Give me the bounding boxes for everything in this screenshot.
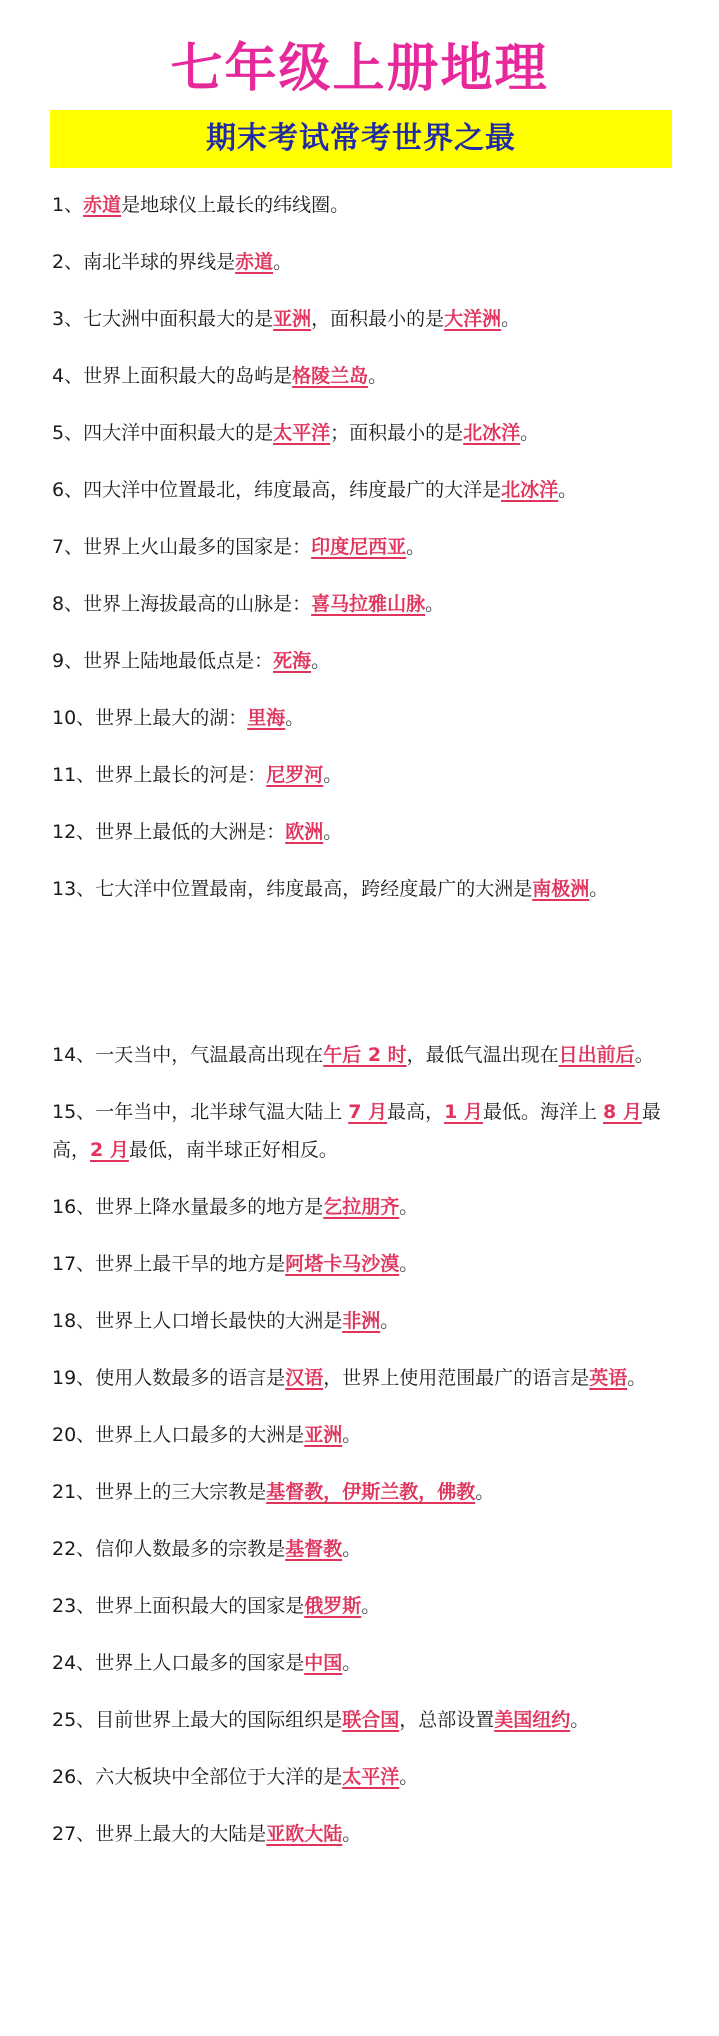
list-item (52, 1587, 677, 1625)
answer-highlight: 死海 (273, 650, 312, 672)
item-text: 世界上最长的河是： (95, 764, 267, 786)
item-text: 最高， (52, 1101, 661, 1161)
item-text: 世界上人口增长最快的大洲是 (95, 1310, 343, 1332)
item-text: 。 (368, 365, 388, 387)
list-item (52, 1416, 677, 1454)
item-text: 世界上最干旱的地方是 (95, 1253, 286, 1275)
item-text: 世界上最大的大陆是 (95, 1823, 267, 1845)
item-text: 世界上最低的大洲是： (95, 821, 286, 843)
item-text: 目前世界上最大的国际组织是 (95, 1709, 343, 1731)
item-text: 。 (425, 593, 445, 615)
answer-highlight: 基督教 (285, 1538, 343, 1560)
answer-highlight: 太平洋 (342, 1766, 400, 1788)
item-number: 9、 (52, 650, 84, 672)
answer-highlight: 联合国 (342, 1709, 400, 1731)
item-text: ，世界上使用范围最广的语言是 (323, 1367, 590, 1389)
item-text: 最高， (387, 1101, 445, 1123)
answer-highlight: 7 月 (348, 1101, 388, 1123)
answer-highlight: 赤道 (83, 194, 122, 216)
item-text: 四大洋中面积最大的是 (83, 422, 274, 444)
item-text: 最低，南半球正好相反。 (128, 1139, 338, 1161)
list-item (52, 243, 677, 281)
item-number: 19、 (52, 1367, 96, 1389)
item-text: 使用人数最多的语言是 (95, 1367, 286, 1389)
list-item (52, 756, 677, 794)
item-text: 是地球仪上最长的纬线圈。 (121, 194, 350, 216)
list-item (52, 1473, 677, 1511)
item-number: 26、 (52, 1766, 96, 1788)
list-item (52, 870, 677, 908)
item-number: 22、 (52, 1538, 96, 1560)
item-number: 23、 (52, 1595, 96, 1617)
answer-highlight: 亚欧大陆 (266, 1823, 343, 1845)
answer-highlight: 欧洲 (285, 821, 324, 843)
item-text: 。 (361, 1595, 381, 1617)
answer-highlight: 2 月 (90, 1139, 129, 1161)
item-number: 6、 (52, 479, 84, 501)
answer-highlight: 日出前后 (558, 1044, 635, 1066)
item-number: 16、 (52, 1196, 96, 1218)
list-item (52, 585, 677, 623)
list-item (52, 1758, 677, 1796)
item-text: ；面积最小的是 (330, 422, 464, 444)
answer-highlight: 午后 2 时 (323, 1044, 407, 1066)
item-text: ，总部设置 (399, 1709, 495, 1731)
answer-highlight: 基督教，伊斯兰教，佛教 (266, 1481, 476, 1503)
list-item (52, 1701, 677, 1739)
item-number: 25、 (52, 1709, 96, 1731)
item-text: 。 (285, 707, 305, 729)
item-text: 。 (558, 479, 578, 501)
item-number: 21、 (52, 1481, 96, 1503)
list-item (52, 300, 677, 338)
item-text: 。 (342, 1538, 362, 1560)
answer-highlight: 格陵兰岛 (292, 365, 369, 387)
item-text: 。 (399, 1253, 419, 1275)
page-subtitle: 期末考试常考世界之最 (206, 121, 516, 156)
page-title: 七年级上册地理 (170, 39, 549, 99)
answer-highlight: 1 月 (444, 1101, 483, 1123)
answer-highlight: 北冰洋 (501, 479, 559, 501)
list-item (52, 186, 677, 224)
answer-highlight: 南极洲 (532, 878, 590, 900)
list-item (52, 528, 677, 566)
item-text: 。 (399, 1196, 419, 1218)
answer-highlight: 尼罗河 (266, 764, 324, 786)
item-text: 。 (323, 821, 343, 843)
item-text: 六大板块中全部位于大洋的是 (95, 1766, 343, 1788)
subtitle-banner (50, 110, 672, 168)
item-text: 最低。海洋上 (482, 1101, 603, 1123)
list-item (52, 813, 677, 851)
answer-highlight: 印度尼西亚 (311, 536, 407, 558)
list-item (52, 1093, 677, 1169)
item-text: 。 (399, 1766, 419, 1788)
answer-highlight: 8 月 (602, 1101, 642, 1123)
item-number: 2、 (52, 251, 84, 273)
item-text: 。 (323, 764, 343, 786)
answer-highlight: 英语 (589, 1367, 628, 1389)
answer-highlight: 亚洲 (273, 308, 312, 330)
answer-highlight: 乞拉朋齐 (323, 1196, 400, 1218)
item-text: 七大洋中位置最南，纬度最高，跨经度最广的大洲是 (95, 878, 533, 900)
answer-highlight: 喜马拉雅山脉 (311, 593, 426, 615)
item-number: 11、 (52, 764, 96, 786)
item-text: 世界上陆地最低点是： (83, 650, 274, 672)
item-number: 8、 (52, 593, 84, 615)
answer-highlight: 汉语 (285, 1367, 324, 1389)
item-text: 。 (342, 1424, 362, 1446)
list-item (52, 1245, 677, 1283)
list-item (52, 414, 677, 452)
answer-highlight: 非洲 (342, 1310, 381, 1332)
list-item (52, 642, 677, 680)
item-text: 世界上最大的湖： (95, 707, 248, 729)
item-text: ，最低气温出现在 (406, 1044, 559, 1066)
item-text: 一年当中，北半球气温大陆上 (95, 1101, 349, 1123)
list-item (52, 357, 677, 395)
answer-highlight: 赤道 (235, 251, 274, 273)
item-text: 世界上面积最大的岛屿是 (83, 365, 293, 387)
item-number: 10、 (52, 707, 96, 729)
item-text: ，面积最小的是 (311, 308, 445, 330)
item-text: 七大洲中面积最大的是 (83, 308, 274, 330)
item-number: 13、 (52, 878, 96, 900)
item-text: 。 (475, 1481, 495, 1503)
item-text: 世界上火山最多的国家是： (83, 536, 312, 558)
answer-highlight: 亚洲 (304, 1424, 343, 1446)
item-text: 世界上的三大宗教是 (95, 1481, 267, 1503)
item-text: 。 (627, 1367, 647, 1389)
item-number: 1、 (52, 194, 84, 216)
item-text: 四大洋中位置最北，纬度最高，纬度最广的大洋是 (83, 479, 502, 501)
item-text: 世界上降水量最多的地方是 (95, 1196, 324, 1218)
item-text: 世界上人口最多的大洲是 (95, 1424, 305, 1446)
list-item (52, 1644, 677, 1682)
item-text: 南北半球的界线是 (83, 251, 236, 273)
list-item (52, 1530, 677, 1568)
item-text: 。 (406, 536, 426, 558)
list-item (52, 1036, 677, 1074)
item-number: 15、 (52, 1101, 96, 1123)
answer-highlight: 中国 (304, 1652, 343, 1674)
item-number: 20、 (52, 1424, 96, 1446)
list-item (52, 699, 677, 737)
list-item (52, 1815, 677, 1853)
list-item (52, 1359, 677, 1397)
item-number: 18、 (52, 1310, 96, 1332)
item-text: 一天当中，气温最高出现在 (95, 1044, 324, 1066)
answer-highlight: 俄罗斯 (304, 1595, 362, 1617)
list-item (52, 1302, 677, 1340)
answer-highlight: 里海 (247, 707, 286, 729)
item-text: 信仰人数最多的宗教是 (95, 1538, 286, 1560)
list-item (52, 1188, 677, 1226)
item-text: 。 (342, 1652, 362, 1674)
item-number: 4、 (52, 365, 84, 387)
item-text: 世界上海拔最高的山脉是： (83, 593, 312, 615)
item-number: 14、 (52, 1044, 96, 1066)
item-text: 。 (342, 1823, 362, 1845)
answer-highlight: 美国纽约 (494, 1709, 571, 1731)
item-number: 5、 (52, 422, 84, 444)
item-number: 12、 (52, 821, 96, 843)
item-number: 24、 (52, 1652, 96, 1674)
item-number: 3、 (52, 308, 84, 330)
item-text: 。 (501, 308, 521, 330)
item-text: 。 (634, 1044, 654, 1066)
item-text: 。 (311, 650, 331, 672)
answer-highlight: 大洋洲 (444, 308, 502, 330)
item-text: 。 (570, 1709, 590, 1731)
item-number: 7、 (52, 536, 84, 558)
item-text: 世界上人口最多的国家是 (95, 1652, 305, 1674)
item-text: 。 (273, 251, 293, 273)
item-number: 27、 (52, 1823, 96, 1845)
answer-highlight: 太平洋 (273, 422, 331, 444)
answer-highlight: 北冰洋 (463, 422, 521, 444)
item-text: 。 (380, 1310, 400, 1332)
item-text: 。 (520, 422, 540, 444)
list-item (52, 471, 677, 509)
item-text: 。 (589, 878, 609, 900)
answer-highlight: 阿塔卡马沙漠 (285, 1253, 400, 1275)
item-text: 世界上面积最大的国家是 (95, 1595, 305, 1617)
facts-list (52, 186, 677, 1872)
item-number: 17、 (52, 1253, 96, 1275)
section-gap (52, 927, 677, 1036)
